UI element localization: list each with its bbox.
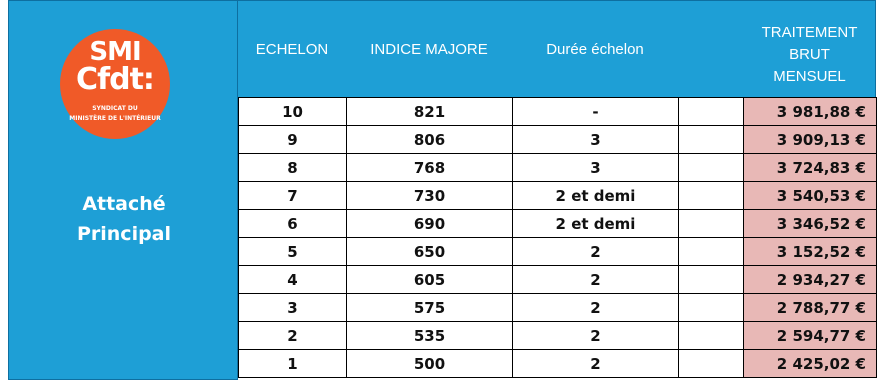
cell-indice: 535 [347, 322, 513, 350]
cell-echelon: 4 [239, 266, 347, 294]
table-row [239, 266, 877, 294]
header-traitement-line1: TRAITEMENT [761, 23, 858, 41]
cell-gap [679, 294, 744, 322]
cell-traitement: 2 425,02 € [744, 350, 877, 378]
cell-indice: 768 [347, 154, 513, 182]
cell-echelon: 8 [239, 154, 347, 182]
cell-traitement: 3 724,83 € [744, 154, 877, 182]
table-header [238, 0, 876, 97]
table-row [239, 350, 877, 378]
cell-duree: 2 et demi [513, 210, 679, 238]
cell-indice: 650 [347, 238, 513, 266]
logo-subtitle-2: MINISTÈRE DE L'INTÉRIEUR [69, 115, 161, 122]
cell-traitement: 3 981,88 € [744, 98, 877, 126]
logo-subtitle-1: SYNDICAT DU [92, 105, 138, 112]
header-duree-echelon: Durée échelon [546, 41, 644, 58]
cell-duree: 2 [513, 294, 679, 322]
cell-duree: 2 [513, 322, 679, 350]
cell-duree: - [513, 98, 679, 126]
cell-traitement: 3 152,52 € [744, 238, 877, 266]
salary-table [238, 97, 877, 378]
cell-gap [679, 154, 744, 182]
cell-echelon: 2 [239, 322, 347, 350]
cell-echelon: 6 [239, 210, 347, 238]
table-row [239, 98, 877, 126]
cell-gap [679, 266, 744, 294]
cell-duree: 2 [513, 238, 679, 266]
cell-duree: 2 [513, 266, 679, 294]
cell-gap [679, 210, 744, 238]
cell-indice: 575 [347, 294, 513, 322]
cell-duree: 2 et demi [513, 182, 679, 210]
cell-indice: 690 [347, 210, 513, 238]
table-row [239, 182, 877, 210]
cell-gap [679, 322, 744, 350]
header-indice-majore: INDICE MAJORE [370, 41, 488, 58]
cell-indice: 730 [347, 182, 513, 210]
cell-duree: 2 [513, 350, 679, 378]
cell-echelon: 5 [239, 238, 347, 266]
cell-echelon: 10 [239, 98, 347, 126]
cell-echelon: 7 [239, 182, 347, 210]
cell-gap [679, 126, 744, 154]
cell-indice: 806 [347, 126, 513, 154]
cell-gap [679, 238, 744, 266]
cell-duree: 3 [513, 154, 679, 182]
table-row [239, 238, 877, 266]
cell-traitement: 3 540,53 € [744, 182, 877, 210]
cell-traitement: 2 594,77 € [744, 322, 877, 350]
cell-traitement: 3 909,13 € [744, 126, 877, 154]
cell-gap [679, 182, 744, 210]
cell-duree: 3 [513, 126, 679, 154]
cell-indice: 821 [347, 98, 513, 126]
cell-gap [679, 98, 744, 126]
cell-echelon: 9 [239, 126, 347, 154]
grade-title-line1: Attaché [82, 193, 166, 215]
table-row [239, 322, 877, 350]
cell-indice: 500 [347, 350, 513, 378]
cell-indice: 605 [347, 266, 513, 294]
grade-title-line2: Principal [76, 223, 172, 245]
grade-title [9, 189, 239, 249]
table-row [239, 294, 877, 322]
table-row [239, 126, 877, 154]
cell-traitement: 2 934,27 € [744, 266, 877, 294]
cell-echelon: 3 [239, 294, 347, 322]
header-traitement-line2: BRUT [789, 45, 830, 63]
cell-gap [679, 350, 744, 378]
cell-traitement: 2 788,77 € [744, 294, 877, 322]
cell-echelon: 1 [239, 350, 347, 378]
header-echelon: ECHELON [255, 41, 329, 58]
logo-text-smi: SMI [89, 37, 141, 67]
table-row [239, 154, 877, 182]
salary-grid [8, 0, 876, 380]
cell-traitement: 3 346,52 € [744, 210, 877, 238]
grade-panel [8, 0, 238, 380]
logo-text-cfdt: Cfdt: [76, 62, 154, 97]
header-traitement-line3: MENSUEL [773, 67, 846, 85]
header-traitement [743, 1, 876, 98]
table-row [239, 210, 877, 238]
smi-cfdt-logo [60, 29, 170, 139]
